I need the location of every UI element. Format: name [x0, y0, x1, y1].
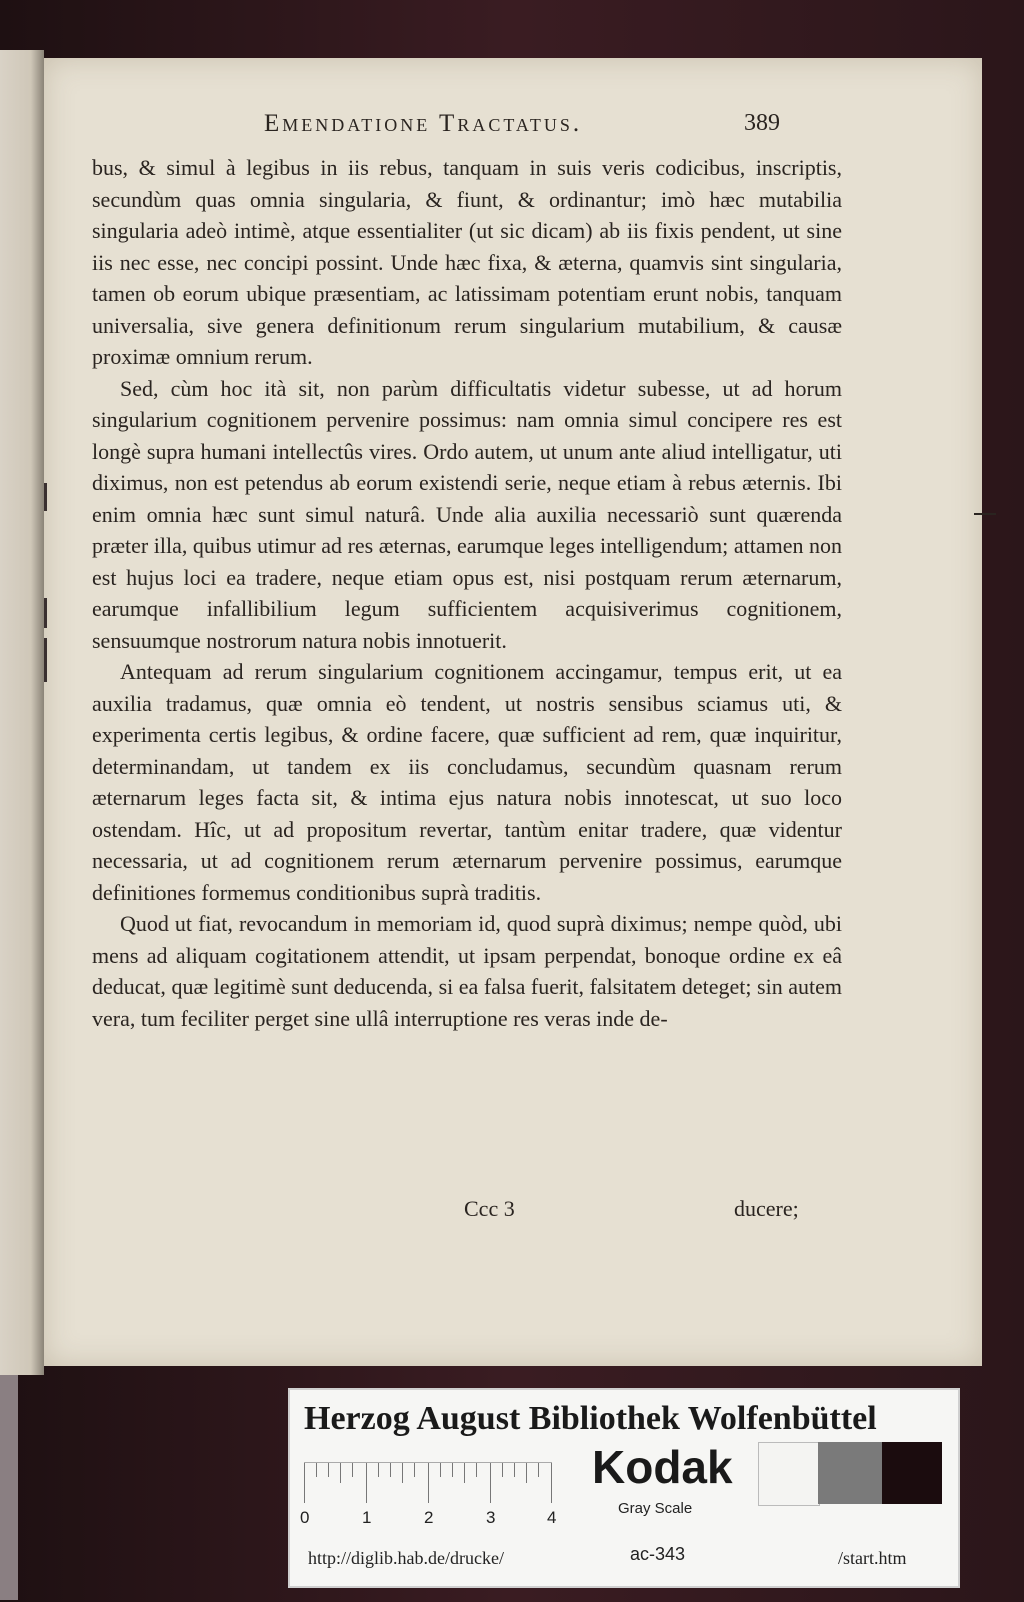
paragraph: Sed, cùm hoc ità sit, non parùm difficultatis videtur subesse, ut ad horum singularium cognitionem pervenire possimus: nam omnia simul concipere res est longè supra humani intellectûs vires. Ordo autem, ut unum ante aliud intelligatur, uti diximus, non est petendus ab eorum existendi serie, neque etiam à rebus æternis. Ibi enim omnia hæc sunt simul naturâ. Unde alia auxilia necessariò sunt quærenda præter illa, quibus utimur ad res æternas, earumque leges intelligendum; attamen non est hujus loci ea tradere, neque etiam opus est, nisi postquam rerum æternarum, earumque infallibilium legum sufficientem acquisiverimus cognitionem, sensuumque nostrorum natura nobis innotuerit. — [92, 375, 842, 653]
ruler-tick — [526, 1463, 527, 1483]
margin-mark — [44, 598, 47, 628]
ruler-tick — [304, 1463, 305, 1503]
shelfmark-code: ac-343 — [630, 1544, 686, 1564]
margin-mark — [44, 638, 47, 682]
paragraph: Antequam ad rerum singularium cognitionem accingamur, tempus erit, ut ea auxilia tradamus, quæ omnia eò tendent, ut nostris sensibus sciamus uti, & experimenta certis legibus, & ordine facere, quæ sufficient ad rem, quæ inquiritur, determinandam, ut tandem ex iis concludamus, secundùm quasnam rerum æternarum leges facta sit, & intima ejus natura nobis innotescat, ut suo loco ostendam. Hîc, ut ad propositum revertar, tantùm enitar tradere, quæ videntur necessaria, ut ad cognitionem rerum æternarum pervenire possimus, earumque definitiones formemus conditionibus suprà traditis. — [92, 659, 842, 905]
gray-swatch-white — [758, 1442, 820, 1506]
ruler-tick — [352, 1463, 353, 1477]
ruler-tick — [490, 1463, 491, 1503]
ruler-tick — [328, 1463, 329, 1477]
page-header — [44, 110, 982, 144]
scale-ruler — [304, 1462, 552, 1503]
body-text — [92, 152, 842, 1034]
left-page-edge — [0, 50, 44, 1375]
running-title: Emendatione Tractatus. — [264, 110, 583, 137]
ruler-tick — [414, 1463, 415, 1477]
ruler-number: 3 — [486, 1508, 496, 1527]
calibration-card — [288, 1388, 960, 1588]
ruler-tick — [476, 1463, 477, 1477]
ruler-tick — [402, 1463, 403, 1483]
ruler-tick — [390, 1463, 391, 1477]
url-prefix: http://diglib.hab.de/drucke/ — [308, 1548, 504, 1568]
ruler-tick — [538, 1463, 539, 1477]
ruler-number: 1 — [362, 1508, 372, 1527]
ruler-tick — [378, 1463, 379, 1477]
ruler-tick — [464, 1463, 465, 1483]
paragraph: bus, & simul à legibus in iis rebus, tanquam in suis veris codicibus, inscriptis, secundùm quas omnia singularia, & fiunt, & ordinantur; imò hæc mutabilia singularia adeò intimè, atque essentialiter (ut sic dicam) ab iis fixis pendent, ut sine iis nec esse, nec concipi possint. Unde hæc fixa, & æterna, quamvis sint singularia, tamen ob eorum ubique præsentiam, ac latissimam potentiam erunt nobis, tanquam universalia, sive genera definitionum rerum singularium mutabilium, & causæ proximæ omnium rerum. — [92, 155, 842, 369]
signature-mark: Ccc 3 — [464, 1196, 515, 1221]
ruler-tick — [551, 1463, 552, 1503]
ruler-tick — [514, 1463, 515, 1477]
url-suffix: /start.htm — [838, 1548, 907, 1568]
page-number: 389 — [744, 110, 780, 136]
gray-swatch-black — [882, 1442, 942, 1504]
ruler-tick — [366, 1463, 367, 1503]
ruler-numbers — [300, 1508, 564, 1528]
library-title: Herzog August Bibliothek Wolfenbüttel — [304, 1400, 877, 1437]
ruler-number: 0 — [300, 1508, 310, 1527]
ruler-tick — [440, 1463, 441, 1477]
margin-mark — [44, 483, 47, 511]
ruler-number: 2 — [424, 1508, 434, 1527]
ruler-tick — [502, 1463, 503, 1477]
catchword: ducere; — [734, 1196, 799, 1221]
kodak-logo: Kodak — [592, 1441, 733, 1493]
ruler-number: 4 — [547, 1508, 557, 1527]
ruler-tick — [316, 1463, 317, 1477]
book-page — [44, 58, 982, 1366]
ruler-tick — [428, 1463, 429, 1503]
ruler-tick — [452, 1463, 453, 1477]
paragraph: Quod ut fiat, revocandum in memoriam id, quod suprà diximus; nempe quòd, ubi mens ad aliquam cogitationem attendit, ut ipsam perpendat, bonoque ordine ex eâ deducat, quæ legitimè sunt deducenda, si ea falsa fuerit, falsitatem deteget; sin autem vera, tum feciliter perget sine ullâ interruptione res veras inde de- — [92, 911, 842, 1031]
margin-mark — [974, 513, 996, 515]
ruler-tick — [340, 1463, 341, 1483]
grayscale-label: Gray Scale — [618, 1500, 693, 1517]
gray-swatch-mid — [818, 1442, 882, 1504]
left-binding-edge — [0, 1375, 18, 1600]
